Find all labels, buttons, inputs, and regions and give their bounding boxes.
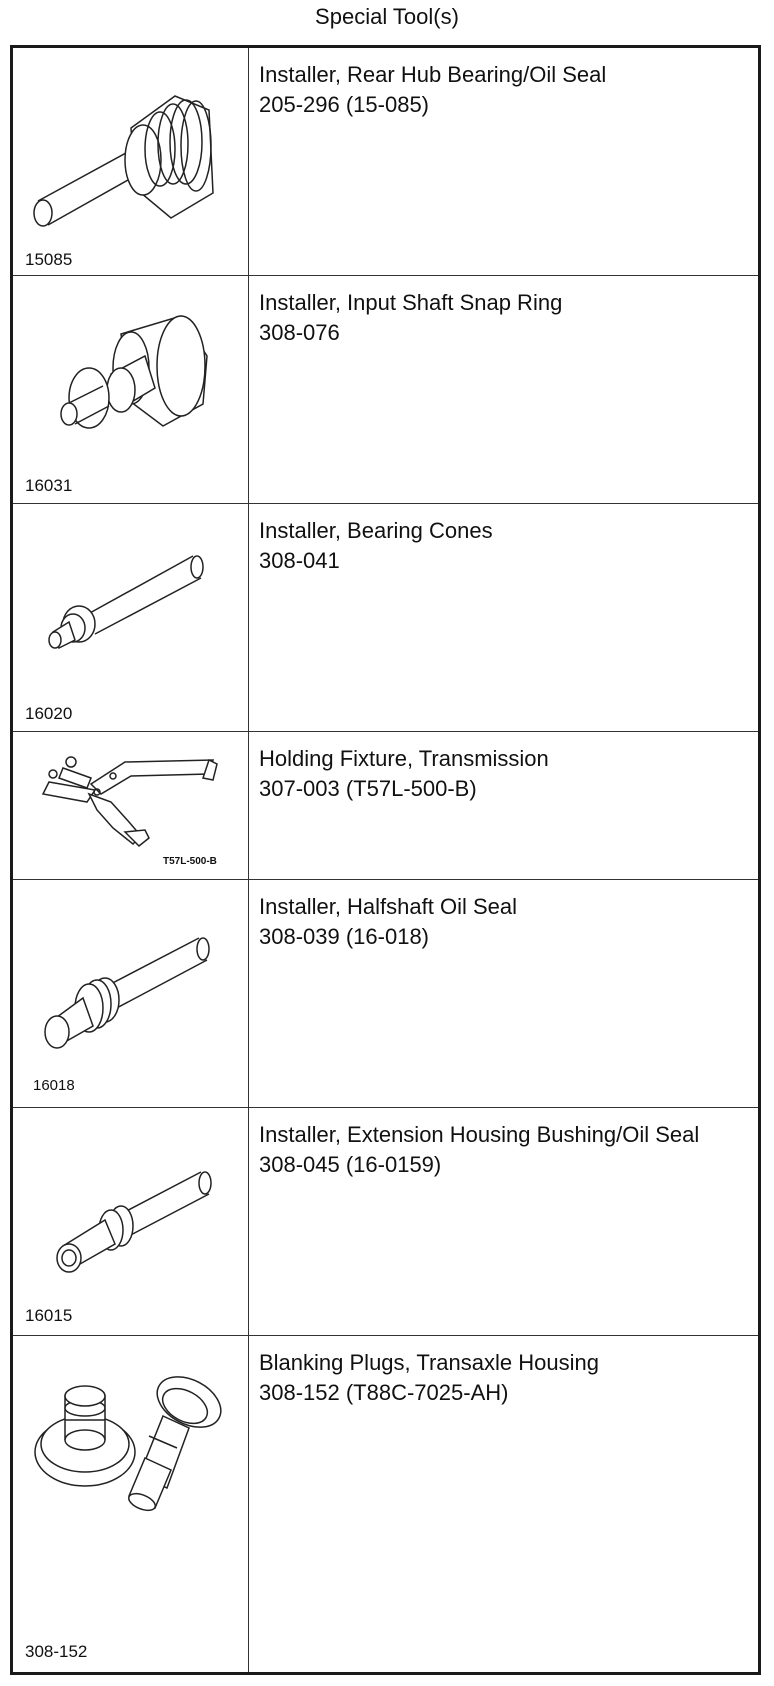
installer-input-shaft-snap-ring-icon	[13, 276, 249, 504]
tool-description	[249, 504, 758, 731]
tool-image-label: 16018	[33, 1077, 75, 1094]
tool-image-label: 16020	[25, 704, 73, 723]
tool-row	[13, 276, 758, 504]
blanking-plugs-icon	[13, 1336, 249, 1672]
tool-row	[13, 732, 758, 880]
tool-row	[13, 1336, 758, 1672]
tool-image-cell	[13, 1108, 249, 1335]
installer-halfshaft-oil-seal-icon	[13, 880, 249, 1108]
tool-description	[249, 880, 758, 1107]
installer-extension-housing-bushing-icon	[13, 1108, 249, 1336]
tool-name: Holding Fixture, Transmission	[259, 746, 549, 771]
page-title: Special Tool(s)	[315, 4, 459, 29]
tool-description	[249, 276, 758, 503]
tool-image-cell	[13, 504, 249, 731]
tool-number: 307-003 (T57L-500-B)	[259, 776, 477, 801]
tool-description	[249, 48, 758, 275]
tool-number: 308-041	[259, 548, 340, 573]
tool-row	[13, 880, 758, 1108]
tool-number: 308-076	[259, 320, 340, 345]
tool-number: 308-045 (16-0159)	[259, 1152, 442, 1177]
installer-bearing-cones-icon	[13, 504, 249, 732]
tool-number: 308-152 (T88C-7025-AH)	[259, 1380, 509, 1405]
tool-row	[13, 1108, 758, 1336]
tool-row	[13, 504, 758, 732]
special-tools-table	[10, 45, 761, 1675]
tool-row	[13, 48, 758, 276]
tool-name: Installer, Halfshaft Oil Seal	[259, 894, 518, 919]
tool-name: Installer, Input Shaft Snap Ring	[259, 290, 563, 315]
tool-name: Installer, Extension Housing Bushing/Oil Seal	[259, 1122, 700, 1147]
tool-description	[249, 1108, 758, 1335]
tool-name: Installer, Bearing Cones	[259, 518, 493, 543]
tool-number: 205-296 (15-085)	[259, 92, 430, 117]
tool-description	[249, 732, 758, 879]
tool-image-label: 308-152	[25, 1642, 88, 1661]
tool-image-cell	[13, 880, 249, 1107]
tool-description	[249, 1336, 758, 1672]
tool-image-cell	[13, 732, 249, 879]
tool-name: Blanking Plugs, Transaxle Housing	[259, 1350, 599, 1375]
tool-image-label: 16015	[25, 1306, 73, 1325]
tool-image-cell	[13, 276, 249, 503]
tool-image-label: T57L-500-B	[163, 856, 217, 867]
tool-image-cell	[13, 1336, 249, 1672]
tool-image-cell	[13, 48, 249, 275]
tool-number: 308-039 (16-018)	[259, 924, 430, 949]
tool-image-label: 16031	[25, 476, 73, 495]
tool-image-label: 15085	[25, 250, 73, 269]
tool-name: Installer, Rear Hub Bearing/Oil Seal	[259, 62, 607, 87]
installer-rear-hub-bearing-icon	[13, 48, 249, 276]
